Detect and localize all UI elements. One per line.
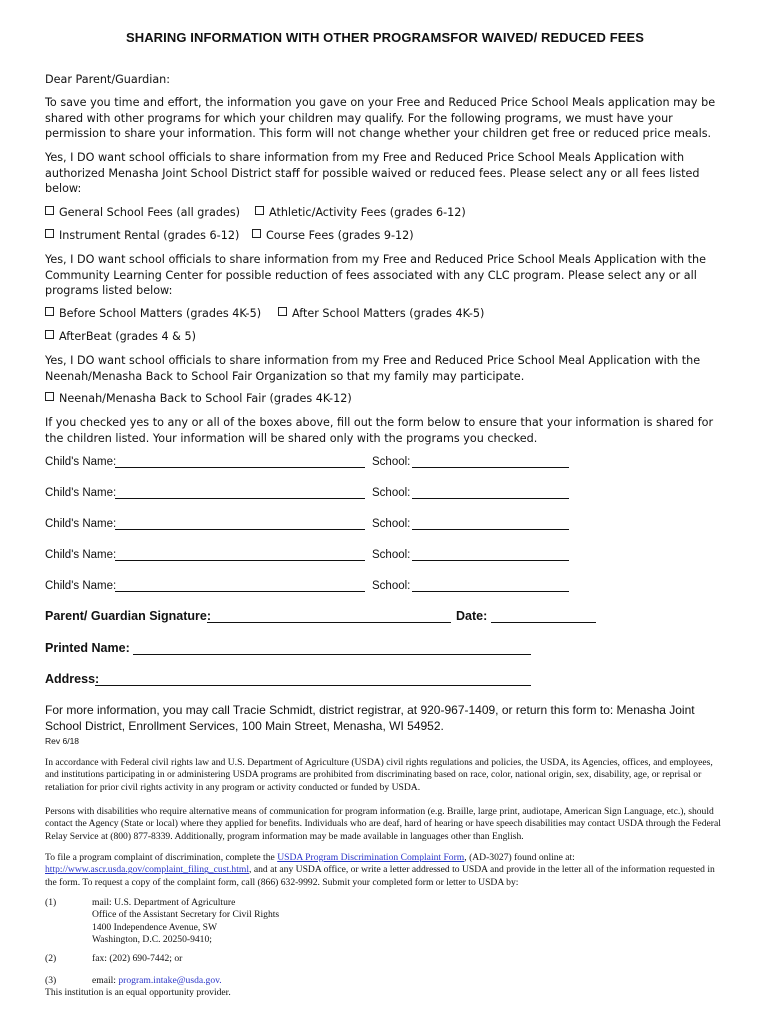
intro-paragraph: To save you time and effort, the information you gave on your Free and Reduced Price School Meals application may be shared with other programs for which your children may qualify. For the following programs, we must have your permission to share your information. This form will not change whether your children get free or reduced price meals.: [45, 96, 716, 141]
school-field[interactable]: [412, 455, 569, 468]
list-number: (1): [45, 897, 57, 908]
school-field[interactable]: [412, 548, 569, 561]
contact-info: For more information, you may call Tracie Schmidt, district registrar, at 920-967-1409, or return this form to: Menasha Joint School District, Enrollment Services, 100 Main Street, Menasha, WI 54952.: [45, 703, 695, 733]
date-label: Date:: [456, 609, 488, 623]
child-row: [45, 455, 575, 471]
checkbox-icon[interactable]: [45, 307, 54, 316]
civil-rights-statement: In accordance with Federal civil rights law and U.S. Department of Agriculture (USDA) civil rights regulations and policies, the USDA, its Agencies, offices, and employees, and institutions participating in or administering USDA programs are prohibited from discriminating based on race, color, national origin, sex, disability, age, or reprisal or retaliation for prior civil rights activity in any program or activity conducted or funded by USDA.: [45, 757, 713, 793]
list-number: (3): [45, 975, 57, 986]
consent-district-paragraph: Yes, I DO want school officials to share information from my Free and Reduced Price School Meals Application with authorized Menasha Joint School District staff for possible waived or reduced fees. Please select any or all fees listed below:: [45, 151, 700, 196]
address-field[interactable]: [95, 672, 531, 686]
complaint-text-post: , and at any USDA office, or write a letter addressed to USDA and provide in the letter all of the information requested in the form. To request a copy of the complaint form, call (866) 632-9992. Submit your completed form or letter to USDA by:: [45, 864, 715, 888]
child-name-field[interactable]: [115, 579, 365, 592]
complaint-text-mid: , (AD-3027) found online at:: [464, 852, 575, 863]
complaint-url-link[interactable]: http://www.ascr.usda.gov/complaint_filing_cust.html: [45, 864, 250, 876]
option-label: Athletic/Activity Fees (grades 6-12): [269, 206, 466, 219]
school-field[interactable]: [412, 517, 569, 530]
complaint-form-link[interactable]: USDA Program Discrimination Complaint Form: [277, 852, 465, 863]
child-name-field[interactable]: [115, 548, 365, 561]
option-label: Before School Matters (grades 4K-5): [59, 307, 262, 320]
mail-line: Washington, D.C. 20250-9410;: [92, 933, 212, 945]
consent-clc-paragraph: Yes, I DO want school officials to share information from my Free and Reduced Price School Meals Application with the Community Learning Center for possible reduction of fees associated with any CLC program. Please select any or all programs listed below:: [45, 253, 706, 298]
option-label: Instrument Rental (grades 6-12): [59, 229, 240, 242]
mail-line: 1400 Independence Avenue, SW: [92, 921, 218, 933]
child-row: [45, 579, 575, 595]
child-row: [45, 486, 575, 502]
email-label: email:: [92, 975, 119, 986]
child-row: [45, 548, 575, 564]
submit-method-mail: [45, 897, 445, 947]
child-name-field[interactable]: [115, 455, 365, 468]
checkbox-icon[interactable]: [45, 330, 54, 339]
option-instrument-rental[interactable]: [45, 229, 239, 243]
instructions-paragraph: If you checked yes to any or all of the boxes above, fill out the form below to ensure that your information is shared for the children listed. Your information will be shared only with the programs you checked.: [45, 416, 714, 445]
option-back-to-school-fair[interactable]: [45, 392, 352, 406]
school-field[interactable]: [412, 486, 569, 499]
address-label: Address:: [45, 672, 100, 686]
checkbox-icon[interactable]: [45, 206, 54, 215]
child-name-label: Child's Name:: [45, 580, 117, 592]
mail-line: Office of the Assistant Secretary for Civil Rights: [92, 909, 280, 921]
salutation: Dear Parent/Guardian:: [45, 73, 171, 86]
child-name-field[interactable]: [115, 486, 365, 499]
checkbox-icon[interactable]: [278, 307, 287, 316]
child-name-label: Child's Name:: [45, 549, 117, 561]
school-label: School:: [372, 549, 411, 561]
disabilities-statement: Persons with disabilities who require alternative means of communication for program information (e.g. Braille, large print, audiotape, American Sign Language, etc.), should contact the Agency (State or local) where they applied for benefits. Individuals who are deaf, hard of hearing or have speech disabilities may contact USDA through the Federal Relay Service at (800) 877-8339. Additionally, program information may be made available in languages other than English.: [45, 806, 721, 842]
list-number: (2): [45, 953, 57, 964]
option-afterbeat[interactable]: [45, 330, 196, 344]
checkbox-icon[interactable]: [255, 206, 264, 215]
signature-row: [45, 609, 605, 627]
option-course-fees[interactable]: [252, 229, 414, 243]
option-label: AfterBeat (grades 4 & 5): [59, 330, 196, 343]
equal-opportunity-statement: This institution is an equal opportunity provider.: [45, 987, 231, 998]
school-label: School:: [372, 487, 411, 499]
option-before-school[interactable]: [45, 307, 261, 321]
printed-name-label: Printed Name:: [45, 641, 130, 655]
fax-line: fax: (202) 690-7442; or: [92, 953, 183, 964]
submit-method-fax: [45, 953, 445, 966]
option-general-fees[interactable]: [45, 206, 240, 220]
child-name-label: Child's Name:: [45, 518, 117, 530]
option-label: Neenah/Menasha Back to School Fair (grades 4K-12): [59, 392, 352, 405]
mail-line: mail: U.S. Department of Agriculture: [92, 897, 236, 908]
option-label: General School Fees (all grades): [59, 206, 241, 219]
child-name-field[interactable]: [115, 517, 365, 530]
checkbox-icon[interactable]: [252, 229, 261, 238]
option-athletic-fees[interactable]: [255, 206, 466, 220]
school-label: School:: [372, 580, 411, 592]
school-field[interactable]: [412, 579, 569, 592]
option-label: After School Matters (grades 4K-5): [292, 307, 485, 320]
child-row: [45, 517, 575, 533]
page-title: SHARING INFORMATION WITH OTHER PROGRAMSFOR WAIVED/ REDUCED FEES: [125, 30, 645, 45]
address-row: [45, 672, 545, 690]
checkbox-icon[interactable]: [45, 229, 54, 238]
child-name-label: Child's Name:: [45, 487, 117, 499]
child-name-label: Child's Name:: [45, 456, 117, 468]
school-label: School:: [372, 518, 411, 530]
email-link[interactable]: program.intake@usda.gov.: [118, 975, 222, 986]
complaint-statement: [45, 852, 725, 889]
option-label: Course Fees (grades 9-12): [266, 229, 414, 242]
signature-field[interactable]: [207, 609, 451, 623]
revision-label: Rev 6/18: [45, 736, 80, 746]
school-label: School:: [372, 456, 411, 468]
complaint-text-pre: To file a program complaint of discrimination, complete the: [45, 852, 278, 863]
option-after-school[interactable]: [278, 307, 484, 321]
printed-name-row: [45, 641, 545, 659]
consent-fair-paragraph: Yes, I DO want school officials to share information from my Free and Reduced Price School Meal Application with the Neenah/Menasha Back to School Fair Organization so that my family may participate.: [45, 354, 701, 383]
date-field[interactable]: [491, 609, 596, 623]
signature-label: Parent/ Guardian Signature:: [45, 609, 212, 623]
checkbox-icon[interactable]: [45, 392, 54, 401]
printed-name-field[interactable]: [133, 641, 531, 655]
